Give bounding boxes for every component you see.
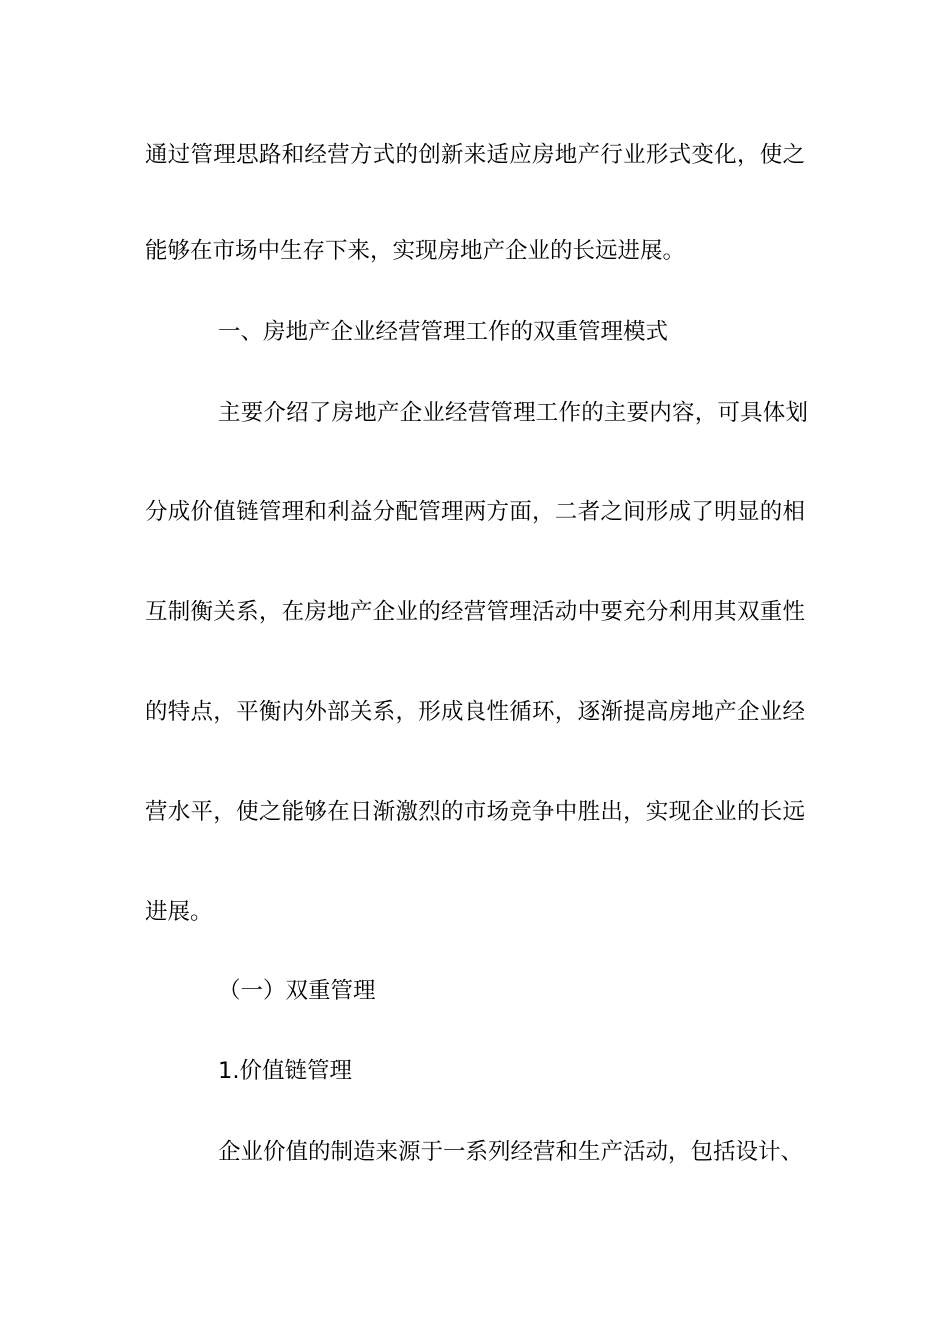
- text-line-2: 能够在市场中生存下来，实现房地产企业的长远进展。: [145, 238, 686, 264]
- text-line-9: 进展。: [145, 899, 213, 925]
- subsection-heading: （一）双重管理: [218, 978, 376, 1004]
- text-line-1: 通过管理思路和经营方式的创新来适应房地产行业形式变化，使之: [145, 142, 805, 168]
- sub-subsection-heading: 1.价值链管理: [218, 1058, 352, 1084]
- text-line-8: 营水平，使之能够在日渐激烈的市场竞争中胜出，实现企业的长远: [145, 799, 805, 825]
- text-line-12: 企业价值的制造来源于一系列经营和生产活动，包括设计、: [218, 1139, 804, 1165]
- text-line-7: 的特点，平衡内外部关系，形成良性循环，逐渐提高房地产企业经: [145, 699, 805, 725]
- text-line-5: 分成价值链管理和利益分配管理两方面，二者之间形成了明显的相: [145, 499, 805, 525]
- text-line-4: 主要介绍了房地产企业经营管理工作的主要内容，可具体划: [218, 400, 808, 426]
- text-line-6: 互制衡关系，在房地产企业的经营管理活动中要充分利用其双重性: [145, 599, 805, 625]
- section-heading: 一、房地产企业经营管理工作的双重管理模式: [218, 319, 669, 345]
